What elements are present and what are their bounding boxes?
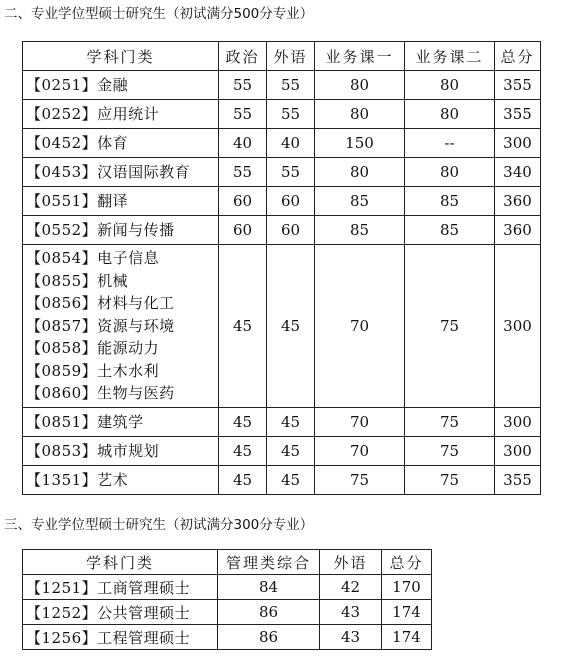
header-subject: 学科门类: [23, 550, 218, 575]
subject-cell: [23, 71, 219, 100]
total-score: 360: [495, 187, 541, 216]
subject-label: 【0453】汉语国际教育: [26, 162, 191, 181]
course-1-score: 85: [315, 187, 405, 216]
table-row: [23, 575, 432, 600]
subject-label: 【0859】土木水利: [26, 361, 160, 380]
header-mgmt: 管理类综合: [218, 550, 320, 575]
mgmt-score: 86: [218, 600, 320, 625]
subject-label: 【0855】机械: [26, 271, 129, 290]
header-total: 总分: [382, 550, 432, 575]
header-subject: 学科门类: [23, 42, 219, 71]
course-2-score: 75: [405, 466, 495, 495]
table-row: [23, 625, 432, 650]
course-1-score: 80: [315, 100, 405, 129]
course-2-score: 80: [405, 158, 495, 187]
table-row: [23, 129, 541, 158]
header-politics: 政治: [219, 42, 267, 71]
subject-label: 【1351】艺术: [26, 470, 129, 489]
subject-label: 【0551】翻译: [26, 191, 129, 210]
foreign-score: 55: [267, 158, 315, 187]
table-row: [23, 408, 541, 437]
mgmt-score: 86: [218, 625, 320, 650]
table-row: [23, 158, 541, 187]
foreign-score: 45: [267, 408, 315, 437]
course-1-score: 75: [315, 466, 405, 495]
subject-cell: [23, 437, 219, 466]
table-row: [23, 216, 541, 245]
subject-label: 【0452】体育: [26, 133, 129, 152]
section-2-title: 二、专业学位型硕士研究生（初试满分500分专业）: [4, 6, 314, 22]
course-2-score: 75: [405, 245, 495, 408]
subject-cell: 【1256】工程管理硕士: [23, 625, 218, 650]
course-1-score: 85: [315, 216, 405, 245]
course-1-score: 80: [315, 71, 405, 100]
total-score: 174: [382, 625, 432, 650]
foreign-score: 60: [267, 187, 315, 216]
politics-score: 55: [219, 158, 267, 187]
politics-score: 55: [219, 71, 267, 100]
subject-cell: [23, 245, 219, 408]
subject-label: 【0857】资源与环境: [26, 316, 175, 335]
table-row: [23, 187, 541, 216]
subject-cell: [23, 100, 219, 129]
politics-score: 60: [219, 216, 267, 245]
politics-score: 55: [219, 100, 267, 129]
politics-score: 45: [219, 437, 267, 466]
foreign-score: 45: [267, 437, 315, 466]
course-1-score: 70: [315, 245, 405, 408]
header-foreign: 外语: [267, 42, 315, 71]
subject-cell: [23, 466, 219, 495]
total-score: 300: [495, 129, 541, 158]
politics-score: 45: [219, 466, 267, 495]
score-table-300: [22, 549, 432, 650]
subject-cell: [23, 408, 219, 437]
total-score: 355: [495, 466, 541, 495]
total-score: 300: [495, 437, 541, 466]
subject-label: 【0252】应用统计: [26, 104, 160, 123]
course-2-score: --: [405, 129, 495, 158]
subject-label: 【0860】生物与医药: [26, 384, 175, 403]
subject-label: 【0851】建筑学: [26, 412, 144, 431]
subject-cell: [23, 158, 219, 187]
course-1-score: 70: [315, 437, 405, 466]
table-row: [23, 600, 432, 625]
politics-score: 60: [219, 187, 267, 216]
table-row: [23, 466, 541, 495]
course-2-score: 85: [405, 187, 495, 216]
politics-score: 40: [219, 129, 267, 158]
foreign-score: 43: [320, 600, 382, 625]
foreign-score: 55: [267, 71, 315, 100]
politics-score: 45: [219, 245, 267, 408]
header-total: 总分: [495, 42, 541, 71]
foreign-score: 40: [267, 129, 315, 158]
course-2-score: 80: [405, 71, 495, 100]
total-score: 340: [495, 158, 541, 187]
course-2-score: 85: [405, 216, 495, 245]
subject-cell: [23, 216, 219, 245]
score-table-500: [22, 41, 541, 495]
course-1-score: 150: [315, 129, 405, 158]
subject-label: 【0552】新闻与传播: [26, 220, 175, 239]
table-header-row: [23, 550, 432, 575]
subject-label: 【0858】能源动力: [26, 339, 160, 358]
total-score: 170: [382, 575, 432, 600]
foreign-score: 43: [320, 625, 382, 650]
total-score: 355: [495, 100, 541, 129]
total-score: 300: [495, 245, 541, 408]
politics-score: 45: [219, 408, 267, 437]
foreign-score: 45: [267, 245, 315, 408]
table-row: [23, 71, 541, 100]
mgmt-score: 84: [218, 575, 320, 600]
table-row: [23, 245, 541, 408]
total-score: 174: [382, 600, 432, 625]
course-2-score: 75: [405, 437, 495, 466]
subject-cell: [23, 129, 219, 158]
subject-label: 【0251】金融: [26, 75, 129, 94]
section-3-title: 三、专业学位型硕士研究生（初试满分300分专业）: [4, 517, 314, 533]
subject-cell: 【1251】工商管理硕士: [23, 575, 218, 600]
subject-label: 【0856】材料与化工: [26, 294, 175, 313]
foreign-score: 60: [267, 216, 315, 245]
course-1-score: 70: [315, 408, 405, 437]
subject-cell: [23, 187, 219, 216]
total-score: 355: [495, 71, 541, 100]
subject-cell: 【1252】公共管理硕士: [23, 600, 218, 625]
foreign-score: 55: [267, 100, 315, 129]
course-2-score: 80: [405, 100, 495, 129]
total-score: 360: [495, 216, 541, 245]
foreign-score: 45: [267, 466, 315, 495]
course-2-score: 75: [405, 408, 495, 437]
total-score: 300: [495, 408, 541, 437]
foreign-score: 42: [320, 575, 382, 600]
subject-label: 【0854】电子信息: [26, 249, 160, 268]
table-row: [23, 100, 541, 129]
subject-label: 【0853】城市规划: [26, 441, 160, 460]
header-foreign: 外语: [320, 550, 382, 575]
header-course-1: 业务课一: [315, 42, 405, 71]
table-header-row: [23, 42, 541, 71]
table-row: [23, 437, 541, 466]
header-course-2: 业务课二: [405, 42, 495, 71]
course-1-score: 80: [315, 158, 405, 187]
